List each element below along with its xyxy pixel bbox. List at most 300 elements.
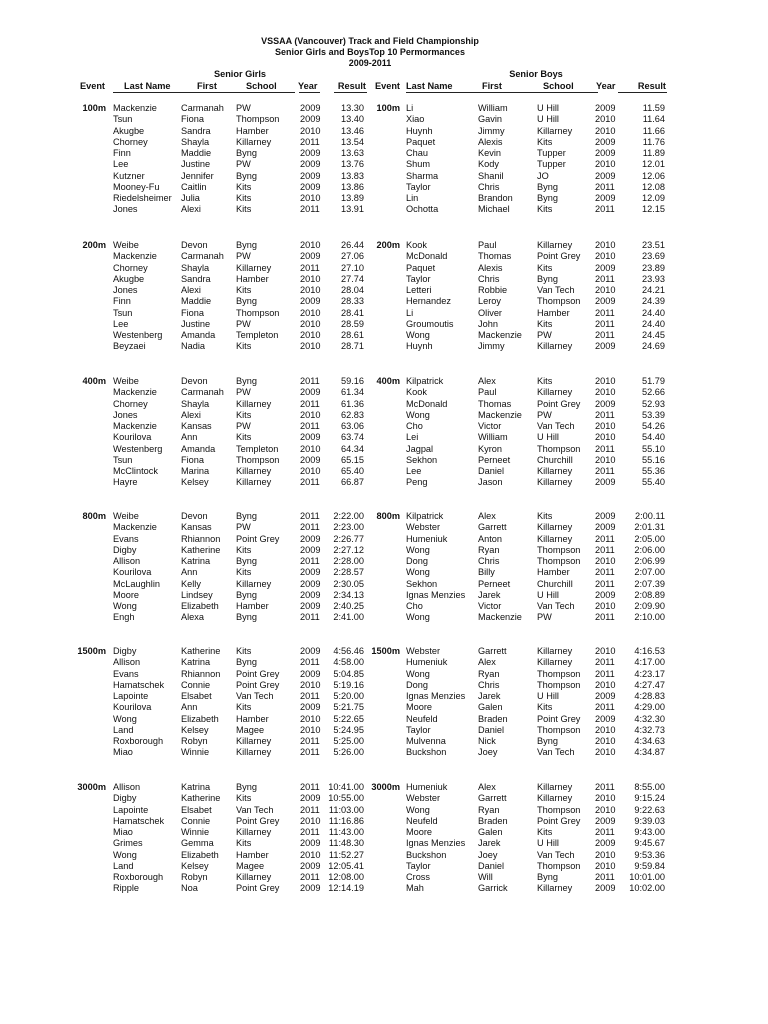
girls-result-cell: 10:41.00 bbox=[328, 782, 364, 792]
boys-last-cell: Ignas Menzies bbox=[406, 838, 466, 849]
girls-result-cell: 12:05.41 bbox=[328, 860, 364, 871]
boys-last-cell: Wong bbox=[406, 330, 430, 340]
boys-last-cell: Cross bbox=[406, 872, 430, 882]
girls-first-cell: Maddie bbox=[181, 148, 212, 158]
girls-school-cell: Byng bbox=[236, 148, 257, 158]
boys-year-cell: 2009 bbox=[595, 193, 616, 203]
girls-year-cell: 2010 bbox=[300, 466, 321, 476]
girls-first-cell: Justine bbox=[181, 318, 211, 329]
boys-year-cell: 2011 bbox=[595, 544, 615, 555]
boys-last-cell: Hernandez bbox=[406, 296, 451, 307]
boys-result-cell: 55.10 bbox=[642, 443, 665, 454]
boys-school-cell: U Hill bbox=[537, 691, 559, 701]
document-title: VSSAA (Vancouver) Track and Field Championship bbox=[261, 36, 479, 46]
girls-event-label: 3000m bbox=[77, 782, 106, 792]
boys-result-cell: 2:01.31 bbox=[634, 522, 665, 533]
girls-first-cell: Kelsey bbox=[181, 724, 209, 735]
boys-school-cell: Byng bbox=[537, 181, 558, 192]
girls-first-cell: Kelsey bbox=[181, 477, 209, 488]
girls-school-cell: Kits bbox=[236, 702, 252, 713]
boys-result-cell: 12.15 bbox=[642, 204, 665, 215]
girls-school-cell: PW bbox=[236, 159, 251, 170]
girls-last-cell: Riedelsheimer bbox=[113, 193, 172, 203]
girls-result-cell: 11:48.30 bbox=[328, 838, 364, 849]
boys-first-cell: Jarek bbox=[478, 589, 501, 600]
girls-year-cell: 2011 bbox=[300, 204, 320, 215]
boys-result-cell: 4:32.73 bbox=[634, 724, 665, 735]
boys-first-cell: Jimmy bbox=[478, 125, 505, 136]
girls-last-cell: Westenberg bbox=[113, 330, 163, 340]
girls-last-cell: Allison bbox=[113, 556, 141, 566]
girls-first-cell: Kansas bbox=[181, 522, 212, 533]
girls-last-cell: Jones bbox=[113, 204, 138, 215]
girls-school-cell: Hamber bbox=[236, 849, 269, 860]
girls-last-cell: Jones bbox=[113, 409, 138, 420]
girls-year-cell: 2009 bbox=[300, 589, 321, 600]
girls-first-cell: Shayla bbox=[181, 262, 210, 273]
girls-result-cell: 11:52.27 bbox=[328, 849, 364, 860]
boys-result-cell: 55.40 bbox=[642, 477, 665, 488]
boys-result-cell: 2:08.89 bbox=[634, 589, 665, 600]
boys-year-cell: 2010 bbox=[595, 556, 616, 566]
boys-year-cell: 2011 bbox=[595, 567, 615, 578]
boys-first-cell: Ryan bbox=[478, 544, 500, 555]
boys-year-cell: 2009 bbox=[595, 296, 616, 307]
boys-school-cell: Killarney bbox=[537, 782, 573, 792]
girls-first-cell: Katherine bbox=[181, 544, 221, 555]
boys-school-cell: Thompson bbox=[537, 556, 581, 566]
girls-year-cell: 2010 bbox=[300, 273, 321, 284]
boys-result-cell: 2:10.00 bbox=[634, 612, 665, 623]
girls-school-cell: PW bbox=[236, 103, 251, 113]
boys-result-cell: 2:05.00 bbox=[634, 533, 665, 544]
girls-year-cell: 2011 bbox=[300, 612, 320, 623]
girls-last-cell: Miao bbox=[113, 747, 133, 758]
girls-year-cell: 2010 bbox=[300, 193, 321, 203]
girls-year-cell: 2011 bbox=[300, 872, 320, 882]
boys-year-cell: 2009 bbox=[595, 170, 616, 181]
girls-year-cell: 2010 bbox=[300, 240, 321, 250]
boys-last-cell: Peng bbox=[406, 477, 428, 488]
boys-result-cell: 4:27.47 bbox=[634, 679, 665, 690]
boys-result-cell: 23.69 bbox=[642, 251, 665, 262]
boys-last-cell: Webster bbox=[406, 522, 441, 533]
girls-school-cell: Thompson bbox=[236, 114, 280, 125]
boys-year-cell: 2011 bbox=[595, 578, 615, 589]
girls-school-cell: Templeton bbox=[236, 443, 279, 454]
girls-school-cell: Killarney bbox=[236, 578, 272, 589]
boys-last-cell: Taylor bbox=[406, 273, 431, 284]
girls-last-cell: Weibe bbox=[113, 240, 139, 250]
boys-school-cell: Killarney bbox=[537, 240, 573, 250]
girls-last-cell: Weibe bbox=[113, 511, 139, 521]
girls-last-cell: Tsun bbox=[113, 307, 133, 318]
boys-year-cell: 2009 bbox=[595, 262, 616, 273]
girls-school-cell: Thompson bbox=[236, 307, 280, 318]
girls-year-cell: 2009 bbox=[300, 432, 321, 443]
boys-year-cell: 2009 bbox=[595, 883, 616, 894]
boys-last-cell: Humeniuk bbox=[406, 533, 448, 544]
boys-result-cell: 52.93 bbox=[642, 398, 665, 409]
boys-first-cell: Daniel bbox=[478, 724, 505, 735]
boys-school-cell: Killarney bbox=[537, 883, 573, 894]
boys-school-cell: U Hill bbox=[537, 589, 559, 600]
header-underline bbox=[334, 92, 367, 93]
girls-last-cell: Jones bbox=[113, 285, 138, 295]
header-underline bbox=[406, 92, 598, 93]
girls-school-cell: Templeton bbox=[236, 330, 279, 340]
girls-result-cell: 10:55.00 bbox=[328, 793, 364, 804]
girls-result-cell: 27.06 bbox=[341, 251, 364, 262]
boys-year-cell: 2011 bbox=[595, 782, 615, 792]
girls-first-cell: Devon bbox=[181, 376, 208, 386]
girls-result-cell: 4:58.00 bbox=[333, 657, 364, 668]
boys-school-cell: PW bbox=[537, 612, 552, 623]
girls-last-cell: Mackenzie bbox=[113, 522, 157, 533]
girls-result-cell: 5:26.00 bbox=[333, 747, 364, 758]
boys-school-cell: Point Grey bbox=[537, 815, 581, 826]
girls-first-cell: Fiona bbox=[181, 454, 204, 465]
girls-year-cell: 2009 bbox=[300, 181, 321, 192]
girls-first-cell: Ann bbox=[181, 567, 198, 578]
girls-last-cell: Wong bbox=[113, 601, 137, 611]
girls-event-label: 200m bbox=[82, 240, 106, 250]
boys-school-cell: U Hill bbox=[537, 114, 559, 125]
boys-result-cell: 9:45.67 bbox=[634, 838, 665, 849]
boys-result-cell: 24.21 bbox=[642, 285, 665, 295]
girls-first-cell: Elsabet bbox=[181, 691, 212, 701]
boys-year-cell: 2011 bbox=[595, 409, 615, 420]
boys-result-cell: 9:43.00 bbox=[634, 827, 665, 837]
boys-school-cell: Byng bbox=[537, 273, 558, 284]
girls-first-cell: Nadia bbox=[181, 341, 206, 352]
boys-header-school: School bbox=[543, 81, 574, 91]
boys-result-cell: 11.89 bbox=[642, 148, 665, 158]
boys-last-cell: Humeniuk bbox=[406, 657, 448, 668]
girls-first-cell: Robyn bbox=[181, 736, 208, 746]
boys-school-cell: U Hill bbox=[537, 103, 559, 113]
girls-school-cell: Byng bbox=[236, 589, 257, 600]
boys-result-cell: 11.66 bbox=[642, 125, 665, 136]
boys-school-cell: Thompson bbox=[537, 804, 581, 815]
boys-school-cell: Thompson bbox=[537, 724, 581, 735]
boys-last-cell: Wong bbox=[406, 409, 430, 420]
boys-year-cell: 2010 bbox=[595, 159, 616, 170]
girls-result-cell: 2:28.00 bbox=[333, 556, 364, 566]
girls-result-cell: 27.10 bbox=[341, 262, 364, 273]
boys-last-cell: Neufeld bbox=[406, 713, 438, 724]
boys-year-cell: 2009 bbox=[595, 511, 616, 521]
boys-school-cell: U Hill bbox=[537, 432, 559, 443]
girls-school-cell: Point Grey bbox=[236, 815, 280, 826]
girls-result-cell: 61.36 bbox=[341, 398, 364, 409]
boys-year-cell: 2010 bbox=[595, 793, 616, 804]
girls-year-cell: 2011 bbox=[300, 782, 320, 792]
girls-first-cell: Katrina bbox=[181, 782, 211, 792]
girls-result-cell: 5:19.16 bbox=[333, 679, 364, 690]
boys-year-cell: 2011 bbox=[595, 443, 615, 454]
girls-year-cell: 2010 bbox=[300, 409, 321, 420]
girls-school-cell: Byng bbox=[236, 657, 257, 668]
boys-year-cell: 2010 bbox=[595, 376, 616, 386]
boys-last-cell: Cho bbox=[406, 601, 423, 611]
girls-last-cell: Lee bbox=[113, 159, 129, 170]
boys-school-cell: Killarney bbox=[537, 466, 573, 476]
boys-last-cell: Kilpatrick bbox=[406, 511, 444, 521]
boys-school-cell: Van Tech bbox=[537, 601, 575, 611]
girls-last-cell: Evans bbox=[113, 533, 139, 544]
boys-last-cell: Buckshon bbox=[406, 849, 447, 860]
boys-last-cell: Jagpal bbox=[406, 443, 434, 454]
header-underline bbox=[618, 92, 667, 93]
girls-school-cell: Kits bbox=[236, 646, 252, 656]
girls-first-cell: Ann bbox=[181, 702, 198, 713]
girls-result-cell: 27.74 bbox=[341, 273, 364, 284]
boys-first-cell: Chris bbox=[478, 181, 500, 192]
girls-result-cell: 26.44 bbox=[341, 240, 364, 250]
boys-last-cell: Xiao bbox=[406, 114, 425, 125]
girls-school-cell: Van Tech bbox=[236, 804, 274, 815]
boys-last-cell: Webster bbox=[406, 793, 441, 804]
boys-year-cell: 2010 bbox=[595, 736, 616, 746]
boys-school-cell: Kits bbox=[537, 827, 553, 837]
girls-year-cell: 2011 bbox=[300, 136, 320, 147]
girls-last-cell: Grimes bbox=[113, 838, 143, 849]
boys-last-cell: Taylor bbox=[406, 181, 431, 192]
girls-header-event: Event bbox=[79, 81, 105, 91]
boys-school-cell: Thompson bbox=[537, 668, 581, 679]
girls-last-cell: Akugbe bbox=[113, 273, 145, 284]
boys-school-cell: Killarney bbox=[537, 125, 573, 136]
boys-year-cell: 2011 bbox=[595, 181, 615, 192]
girls-year-cell: 2010 bbox=[300, 679, 321, 690]
boys-result-cell: 54.26 bbox=[642, 421, 665, 431]
girls-school-cell: Kits bbox=[236, 432, 252, 443]
girls-school-cell: Hamber bbox=[236, 601, 269, 611]
document-years: 2009-2011 bbox=[348, 58, 392, 68]
girls-year-cell: 2010 bbox=[300, 724, 321, 735]
boys-result-cell: 2:06.00 bbox=[634, 544, 665, 555]
girls-result-cell: 28.04 bbox=[341, 285, 364, 295]
girls-result-cell: 11:43.00 bbox=[328, 827, 364, 837]
girls-year-cell: 2009 bbox=[300, 103, 321, 113]
boys-year-cell: 2010 bbox=[595, 860, 616, 871]
girls-last-cell: Weibe bbox=[113, 376, 139, 386]
girls-school-cell: Byng bbox=[236, 612, 257, 623]
boys-result-cell: 9:53.36 bbox=[634, 849, 665, 860]
girls-school-cell: Magee bbox=[236, 724, 265, 735]
girls-first-cell: Elizabeth bbox=[181, 713, 219, 724]
girls-school-cell: Point Grey bbox=[236, 883, 280, 894]
girls-last-cell: Akugbe bbox=[113, 125, 145, 136]
girls-year-cell: 2010 bbox=[300, 330, 321, 340]
girls-school-cell: PW bbox=[236, 251, 251, 262]
girls-first-cell: Carmanah bbox=[181, 251, 224, 262]
boys-year-cell: 2011 bbox=[595, 330, 615, 340]
girls-first-cell: Carmanah bbox=[181, 103, 224, 113]
girls-result-cell: 12:08.00 bbox=[328, 872, 364, 882]
girls-year-cell: 2011 bbox=[300, 691, 320, 701]
girls-result-cell: 2:26.77 bbox=[333, 533, 364, 544]
girls-school-cell: Byng bbox=[236, 782, 257, 792]
girls-result-cell: 12:14.19 bbox=[328, 883, 364, 894]
girls-last-cell: McClintock bbox=[113, 466, 158, 476]
girls-result-cell: 63.74 bbox=[341, 432, 364, 443]
boys-school-cell: JO bbox=[537, 170, 549, 181]
girls-school-cell: Byng bbox=[236, 170, 257, 181]
girls-first-cell: Sandra bbox=[181, 125, 211, 136]
girls-school-cell: Killarney bbox=[236, 872, 272, 882]
girls-result-cell: 13.76 bbox=[341, 159, 364, 170]
girls-last-cell: Kutzner bbox=[113, 170, 145, 181]
girls-year-cell: 2009 bbox=[300, 148, 321, 158]
girls-first-cell: Katherine bbox=[181, 793, 221, 804]
boys-last-cell: Moore bbox=[406, 702, 433, 713]
boys-first-cell: Anton bbox=[478, 533, 503, 544]
boys-result-cell: 4:23.17 bbox=[634, 668, 665, 679]
boys-school-cell: PW bbox=[537, 409, 552, 420]
girls-school-cell: Byng bbox=[236, 376, 257, 386]
girls-first-cell: Caitlin bbox=[181, 181, 207, 192]
girls-last-cell: Lapointe bbox=[113, 804, 149, 815]
girls-result-cell: 2:30.05 bbox=[333, 578, 364, 589]
girls-last-cell: Engh bbox=[113, 612, 135, 623]
girls-event-label: 800m bbox=[82, 511, 106, 521]
boys-first-cell: Thomas bbox=[478, 251, 512, 262]
girls-first-cell: Shayla bbox=[181, 398, 210, 409]
girls-last-cell: Digby bbox=[113, 646, 137, 656]
girls-header-last-name: Last Name bbox=[124, 81, 171, 91]
boys-last-cell: Mulvenna bbox=[406, 736, 446, 746]
boys-year-cell: 2011 bbox=[595, 702, 615, 713]
boys-year-cell: 2010 bbox=[595, 125, 616, 136]
boys-first-cell: Thomas bbox=[478, 398, 512, 409]
boys-last-cell: Mah bbox=[406, 883, 424, 894]
boys-first-cell: Robbie bbox=[478, 285, 508, 295]
girls-first-cell: Alexi bbox=[181, 285, 201, 295]
boys-first-cell: Chris bbox=[478, 679, 500, 690]
girls-result-cell: 28.71 bbox=[341, 341, 364, 352]
boys-year-cell: 2009 bbox=[595, 522, 616, 533]
boys-year-cell: 2009 bbox=[595, 477, 616, 488]
boys-school-cell: Tupper bbox=[537, 159, 566, 170]
girls-first-cell: Shayla bbox=[181, 136, 210, 147]
boys-result-cell: 24.39 bbox=[642, 296, 665, 307]
girls-result-cell: 61.34 bbox=[341, 387, 364, 398]
girls-first-cell: Katrina bbox=[181, 556, 211, 566]
girls-result-cell: 64.34 bbox=[341, 443, 364, 454]
girls-year-cell: 2009 bbox=[300, 170, 321, 181]
girls-result-cell: 62.83 bbox=[341, 409, 364, 420]
boys-last-cell: Dong bbox=[406, 556, 428, 566]
boys-result-cell: 2:09.90 bbox=[634, 601, 665, 611]
boys-last-cell: Cho bbox=[406, 421, 423, 431]
boys-result-cell: 12.06 bbox=[642, 170, 665, 181]
girls-result-cell: 13.40 bbox=[341, 114, 364, 125]
boys-result-cell: 9:22.63 bbox=[634, 804, 665, 815]
girls-first-cell: Elizabeth bbox=[181, 849, 219, 860]
girls-school-cell: PW bbox=[236, 421, 251, 431]
boys-school-cell: Hamber bbox=[537, 307, 570, 318]
girls-year-cell: 2009 bbox=[300, 296, 321, 307]
boys-last-cell: Huynh bbox=[406, 341, 433, 352]
boys-last-cell: Shum bbox=[406, 159, 431, 170]
girls-school-cell: Killarney bbox=[236, 262, 272, 273]
boys-school-cell: Kits bbox=[537, 318, 553, 329]
boys-result-cell: 10:02.00 bbox=[629, 883, 665, 894]
girls-first-cell: Maddie bbox=[181, 296, 212, 307]
girls-first-cell: Katrina bbox=[181, 657, 211, 668]
girls-last-cell: Kourilova bbox=[113, 567, 152, 578]
boys-last-cell: Webster bbox=[406, 646, 441, 656]
boys-year-cell: 2009 bbox=[595, 341, 616, 352]
boys-school-cell: Kits bbox=[537, 262, 553, 273]
boys-first-cell: Jarek bbox=[478, 838, 501, 849]
girls-school-cell: PW bbox=[236, 387, 251, 398]
girls-school-cell: Byng bbox=[236, 511, 257, 521]
boys-result-cell: 2:06.99 bbox=[634, 556, 665, 566]
boys-school-cell: Killarney bbox=[537, 646, 573, 656]
boys-last-cell: Ignas Menzies bbox=[406, 691, 466, 701]
boys-year-cell: 2009 bbox=[595, 148, 616, 158]
girls-last-cell: Wong bbox=[113, 713, 137, 724]
boys-result-cell: 4:28.83 bbox=[634, 691, 665, 701]
boys-first-cell: William bbox=[478, 432, 508, 443]
girls-school-cell: Kits bbox=[236, 285, 252, 295]
boys-last-cell: Buckshon bbox=[406, 747, 447, 758]
girls-school-cell: Hamber bbox=[236, 125, 269, 136]
boys-result-cell: 9:59.84 bbox=[634, 860, 665, 871]
girls-result-cell: 11:03.00 bbox=[328, 804, 364, 815]
boys-last-cell: Kilpatrick bbox=[406, 376, 444, 386]
girls-result-cell: 11:16.86 bbox=[328, 815, 364, 826]
boys-result-cell: 23.93 bbox=[642, 273, 665, 284]
girls-last-cell: Land bbox=[113, 860, 134, 871]
boys-first-cell: Garrett bbox=[478, 793, 507, 804]
girls-last-cell: Beyzaei bbox=[113, 341, 146, 352]
boys-school-cell: Point Grey bbox=[537, 251, 581, 262]
boys-result-cell: 2:07.39 bbox=[634, 578, 665, 589]
boys-school-cell: Thompson bbox=[537, 544, 581, 555]
boys-first-cell: Chris bbox=[478, 273, 500, 284]
girls-last-cell: Westenberg bbox=[113, 443, 163, 454]
boys-year-cell: 2009 bbox=[595, 713, 616, 724]
boys-result-cell: 23.89 bbox=[642, 262, 665, 273]
girls-last-cell: Ripple bbox=[113, 883, 140, 894]
boys-first-cell: Will bbox=[478, 872, 493, 882]
boys-year-cell: 2010 bbox=[595, 114, 616, 125]
boys-first-cell: Ryan bbox=[478, 668, 500, 679]
boys-school-cell: Van Tech bbox=[537, 747, 575, 758]
girls-first-cell: Winnie bbox=[181, 747, 210, 758]
girls-school-cell: Hamber bbox=[236, 273, 269, 284]
girls-result-cell: 63.06 bbox=[341, 421, 364, 431]
boys-result-cell: 11.76 bbox=[642, 136, 665, 147]
boys-last-cell: Lin bbox=[406, 193, 419, 203]
boys-year-cell: 2009 bbox=[595, 691, 616, 701]
boys-year-cell: 2009 bbox=[595, 815, 616, 826]
boys-first-cell: Joey bbox=[478, 849, 498, 860]
girls-year-cell: 2011 bbox=[300, 376, 320, 386]
girls-year-cell: 2011 bbox=[300, 827, 320, 837]
girls-school-cell: Point Grey bbox=[236, 668, 280, 679]
boys-school-cell: Killarney bbox=[537, 387, 573, 398]
boys-year-cell: 2010 bbox=[595, 387, 616, 398]
girls-last-cell: Mackenzie bbox=[113, 387, 157, 398]
boys-result-cell: 4:32.30 bbox=[634, 713, 665, 724]
boys-last-cell: Neufeld bbox=[406, 815, 438, 826]
boys-event-label: 200m bbox=[376, 240, 400, 250]
